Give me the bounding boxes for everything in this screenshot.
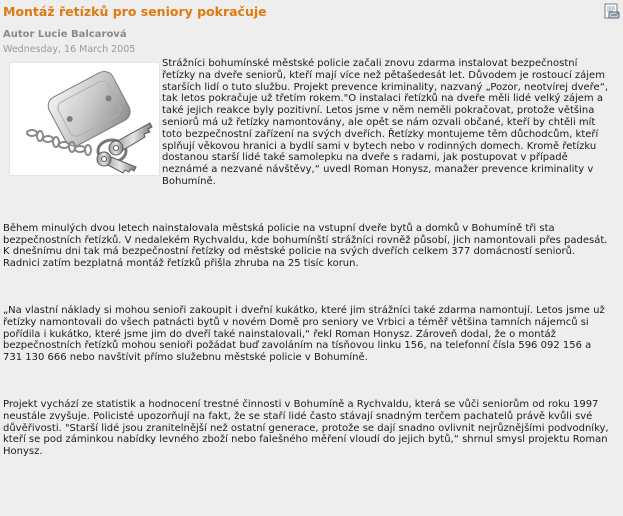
print-button[interactable] bbox=[604, 3, 620, 20]
photo-spacer bbox=[3, 58, 162, 177]
article-date: Wednesday, 16 March 2005 bbox=[3, 44, 136, 55]
print-icon bbox=[604, 3, 620, 20]
article-paragraph: Během minulých dvou letech nainstalovala městská policie na vstupní dveře bytů a domků v Bohumíně tři sta bezpečnostních řetízků. V nedalekém Rychvaldu, kde bohumínští strážníci rovněž působí, jich namontovali přes padesát. K dnešnímu dni tak má bezpečnostní řetízky od městské policie na svých dveřích celkem 377 domácností seniorů. Radnici zatím bezplatná montáž řetízků přišla zhruba na 25 tisíc korun. bbox=[3, 222, 608, 270]
article-paragraph: Projekt vychází ze statistik a hodnocení trestné činnosti v Bohumíně a Rychvaldu, která se vůči seniorům od roku 1997 neustále zvyšuje. Policisté upozorňují na fakt, že se staří lidé často stávají snadným terčem pachatelů právě kvůli své důvěřivosti. "Starší lidé jsou zranitelnější než ostatní generace, protože se dají snadno ovlivnit nejrůznějšími podvodníky, kteří se pod záminkou nabídky levného zboží nebo falešného měření vloudí do jejich bytů,“ shrnul smysl projektu Roman Honysz. bbox=[3, 398, 609, 458]
article-paragraph: Strážníci bohumínské městské policie začali znovu zdarma instalovat bezpečnostní řetízky na dveře seniorů, kteří mají více než pětašedesát let. Důvodem je rostoucí zájem starších lidí o tuto službu. Projekt prevence kriminality, nazvaný „Pozor, neotvírej dveře“, tak letos pokračuje už třetím rokem."O instalaci řetízků na dveře měli lidé velký zájem a také jejich reakce byly pozitivní. Letos jsme v něm neměli pokračovat, protože většina seniorů má už řetízky namontovány, ale opět se nám ozvali občané, kteří by chtěli mít toto bezpečnostní zařízení na svých dveřích. Řetízky montujeme těm důchodcům, kteří splňují věkovou hranici a bydlí sami v bytech nebo v rodinných domech. Kromě řetízku dostanou starší lidé také samolepku na dveře s radami, jak postupovat v případě neznámé a nezvané návštěvy,“ uvedl Roman Honysz, manažer prevence kriminality v Bohumíně. bbox=[162, 58, 609, 187]
article-body bbox=[3, 58, 612, 493]
article-title: Montáž řetízků pro seniory pokračuje bbox=[3, 4, 267, 19]
article-paragraph: „Na vlastní náklady si mohou senioři zakoupit i dveřní kukátko, které jim strážníci také zdarma namontují. Letos jsme už řetízky namontovali do všech patnácti bytů v novém Domě pro seniory ve Vrbici a téměř většina tamních nájemců si pořídila i kukátko, které jsme jim do dveří také nainstalovali,“ řekl Roman Honysz. Zároveň dodal, že o montáž bezpečnostních řetízků mohou senioři požádat buď zavoláním na tísňovou linku 156, na telefonní čísla 596 092 156 a 731 130 666 nebo navštívit přímo služebnu městské policie v Bohumíně. bbox=[3, 304, 605, 364]
article-author: Autor Lucie Balcarová bbox=[3, 29, 127, 40]
